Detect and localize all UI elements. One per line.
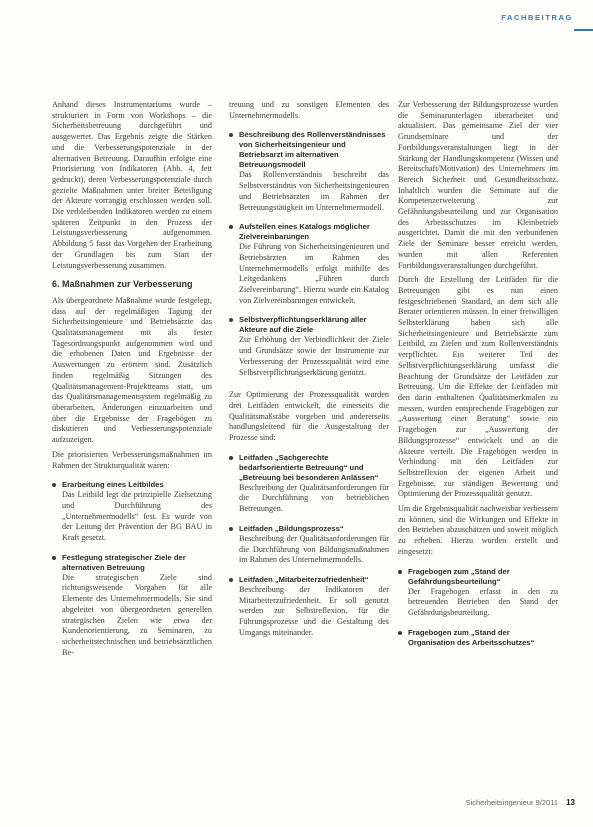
- bullet-item: [229, 315, 389, 378]
- section-heading: 6. Maßnahmen zur Verbesserung: [52, 279, 193, 290]
- bullet-item: [398, 628, 558, 648]
- bullet-item: [229, 524, 389, 566]
- paragraph: Als übergeordnete Maßnahme wurde festgelegt, dass auf der regelmäßigen Tagung der Sicherheitsingenieure und Betriebsärzte das Qualitätsmanagement mit als fester Tagesordnungspunkt aufgenommen wird und die erhobenen Daten und Ergebnisse der Auswertungen zu erörtern sind. Zusätzlich finden regelmäßig Sitzungen des Qualitätsmanagement-Projektteams statt, um das Qualitätsmanagementsystem regelmäßig zu überarbeiten, Änderungen einzuarbeiten und über die Ergebnisse der Fragebögen zu diskutieren und Verbesserungspotenziale aufzuzeigen.: [52, 295, 212, 445]
- page-number: 13: [566, 798, 575, 807]
- bullet-title: Fragebogen zum „Stand der Gefährdungsbeurteilung“: [408, 566, 510, 586]
- bullet-title: Leitfaden „Bildungsprozess“: [239, 523, 344, 533]
- journal-name: Sicherheitsingenieur 9/2011: [465, 798, 558, 807]
- bullet-title: Selbstverpflichtungserklärung aller Akteure auf die Ziele: [239, 315, 367, 335]
- paragraph: treuung und zu sonstigen Elementen des Unternehmermodells.: [229, 100, 389, 120]
- bullet-title: Leitfaden „Mitarbeiterzufriedenheit“: [239, 574, 369, 584]
- paragraph: Anhand dieses Instrumentariums wurde – strukturiert in Form von Workshops – die Sicherheitsbetreuung durchgeführt und ausgewertet. Das Ergebnis zeigte die Stärken und die Verbesserungspotenziale in der alternativen Betreuung. Daraufhin erfolgte eine Priorisierung von Indikatoren (Abb. 4, fett gedruckt), deren Verbesserungspotenziale durch gezielte Maßnahmen unter breiter Beteiligung der Akteure vorrangig erschlossen werden soll. Die verbleibenden Indikatoren werden zu einem späteren Zeitpunkt in den Prozess der Leistungsverbesserung aufgenommen. Abbildung 5 fasst das Vorgehen der Erarbeitung der Grundlagen bis zum Start der Leistungsverbesserung zusammen.: [52, 100, 212, 270]
- paragraph: Um die Ergebnisqualität nachweisbar verbessern zu können, sind die Wirkungen und Effekte in den Betrieben abzuschätzen und soweit möglich zu erheben. Hierzu wurden erstellt und eingesetzt:: [398, 504, 558, 556]
- column-1: [52, 100, 212, 658]
- bullet-body: Das Rollenverständnis beschreibt das Selbstverständnis von Sicherheitsingenieuren und Betriebsärzten im Rahmen der Betreuungstätigkeit im Unternehmermodell.: [239, 170, 389, 212]
- bullet-item: [229, 453, 389, 515]
- paragraph: Die priorisierten Verbesserungsmaßnahmen im Rahmen der Strukturqualität waren:: [52, 449, 212, 470]
- bullet-title: Fragebogen zum „Stand der Organisation des Arbeitsschutzes“: [408, 627, 535, 647]
- bullet-item: [229, 222, 389, 306]
- bullet-item: [52, 553, 212, 659]
- bullet-body: Der Fragebogen erfasst in den zu betreuenden Betrieben den Stand der Gefährdungsbeurteilung.: [408, 586, 558, 617]
- bullet-item: [229, 575, 389, 639]
- column-3: [398, 100, 558, 648]
- paragraph: Durch die Erstellung der Leitfäden für die Betreuungen gibt es nun einen festgeschriebenen Standard, an dem sich alle Berater orientieren müssen. In einer freiwilligen Selbsterklärung haben sich alle Sicherheitsingenieure und Betriebsärzte zum Leitbild, zu Zielen und zum Rollenverständnis verpflichtet. Ein weiterer Teil der Selbstverpflichtungserklärung umfasst die Beachtung der Grundsätze der Leitfäden zur Betreuung. Um die Effekte der Leitfäden mit den darin enthaltenen Qualitätsmerkmalen zu messen, wurden entsprechende Fragebögen zur „Auswertung einer Beratung“ sowie ein Fragebogen zur „Auswertung der Bildungsprozesse“ entwickelt und an die Akteure verteilt. Die Fragebögen werden in Verbindung mit den Leitfäden zur Selbstreflexion der eigenen Arbeit und Ergebnisse, zur ständigen Bewertung und Optimierung der Prozessqualität genutzt.: [398, 275, 558, 499]
- bullet-body: Die Führung von Sicherheitsingenieuren und Betriebsärzten im Rahmen des Unternehmermodells erfolgt mithilfe des Leitgedankens „Führen durch Zielvereinbarung“. Hierzu wurde ein Katalog von Zielvereinbarungen entwickelt.: [239, 242, 389, 305]
- bullet-body: Beschreibung der Indikatoren der Mitarbeiterzufriedenheit. Er soll genutzt werden zur Selbstreflexion, für die Führungsprozesse und die Gestaltung des Umgangs miteinander.: [239, 584, 389, 637]
- header-accent-bar: [574, 29, 593, 31]
- column-2: [229, 100, 389, 639]
- paragraph: Zur Optimierung der Prozessqualität wurden drei Leitfäden entwickelt, die einerseits die Qualitätsmaßstäbe vorgeben und andererseits handlungsleitend für die Ausgestaltung der Prozesse sind:: [229, 390, 389, 443]
- bullet-item: [229, 130, 389, 213]
- bullet-body: Das Leitbild legt die prinzipielle Zielsetzung und Durchführung des „Unternehmermodells“ fest. Es wurde von der Leitung der Prävention der BG BAU in Kraft gesetzt.: [62, 490, 212, 543]
- bullet-body: Zur Erhöhung der Verbindlichkeit der Ziele und Grundsätze sowie der Instrumente zur Verbesserung der Prozessqualität wird eine Selbstverpflichtungserklärung genutzt.: [239, 335, 389, 377]
- bullet-title: Erarbeitung eines Leitbildes: [62, 480, 164, 490]
- paragraph: Zur Verbesserung der Bildungsprozesse wurden die Seminarunterlagen überarbeitet und aktualisiert. Das gemeinsame Ziel der vier Grundseminare und der Fortbildungsveranstaltungen liegt in der Stärkung der Handlungskompetenz (Wissen und Bereitschaft/Motivation) des Unternehmers im Bereich Sicherheit und Gesundheitsschutz. Inhaltlich wurden die Seminare auf die Kompetenzerweiterung zur Gefährdungsbeurteilung und zur Organisation des Arbeitsschutzes im Kleinbetrieb ausgerichtet. Damit die mit den verbundenen Ziele der Seminare besser erreicht werden, wurden mit allen Referenten Fortbildungsveranstaltungen durchgeführt.: [398, 100, 558, 270]
- bullet-title: Aufstellen eines Katalogs möglicher Zielvereinbarungen: [239, 222, 370, 242]
- bullet-title: Leitfaden „Sachgerechte bedarfsorientierte Betreuung“ und „Betreuung bei besonderen Anlässen“: [239, 452, 379, 482]
- page-footer: [466, 798, 575, 807]
- bullet-item: [398, 567, 558, 619]
- bullet-body: Beschreibung der Qualitätsanforderungen für die Durchführung von betrieblichen Betreuungen.: [239, 482, 389, 514]
- bullet-title: Festlegung strategischer Ziele der alternativen Betreuung: [62, 552, 186, 572]
- bullet-item: [52, 480, 212, 544]
- bullet-body: Beschreibung der Qualitätsanforderungen für die Durchführung von Bildungsmaßnahmen im Rahmen des Unternehmermodells.: [239, 533, 389, 565]
- bullet-body: Die strategischen Ziele sind richtungsweisende Vorgaben für alle Elemente des Unternehmermodells. Sie sind abgeleitet von übergeordneten generellen strategischen Zielen wie etwa der Kundenorientierung, zu Seminaren, zu sicherheitstechnischen und betriebsärztlichen Be-: [62, 572, 212, 657]
- bullet-title: Beschreibung des Rollenverständnisses von Sicherheitsingenieur und Betriebsarzt im alternativen Betreuungsmodell: [239, 130, 386, 170]
- section-label: FACHBEITRAG: [501, 13, 573, 22]
